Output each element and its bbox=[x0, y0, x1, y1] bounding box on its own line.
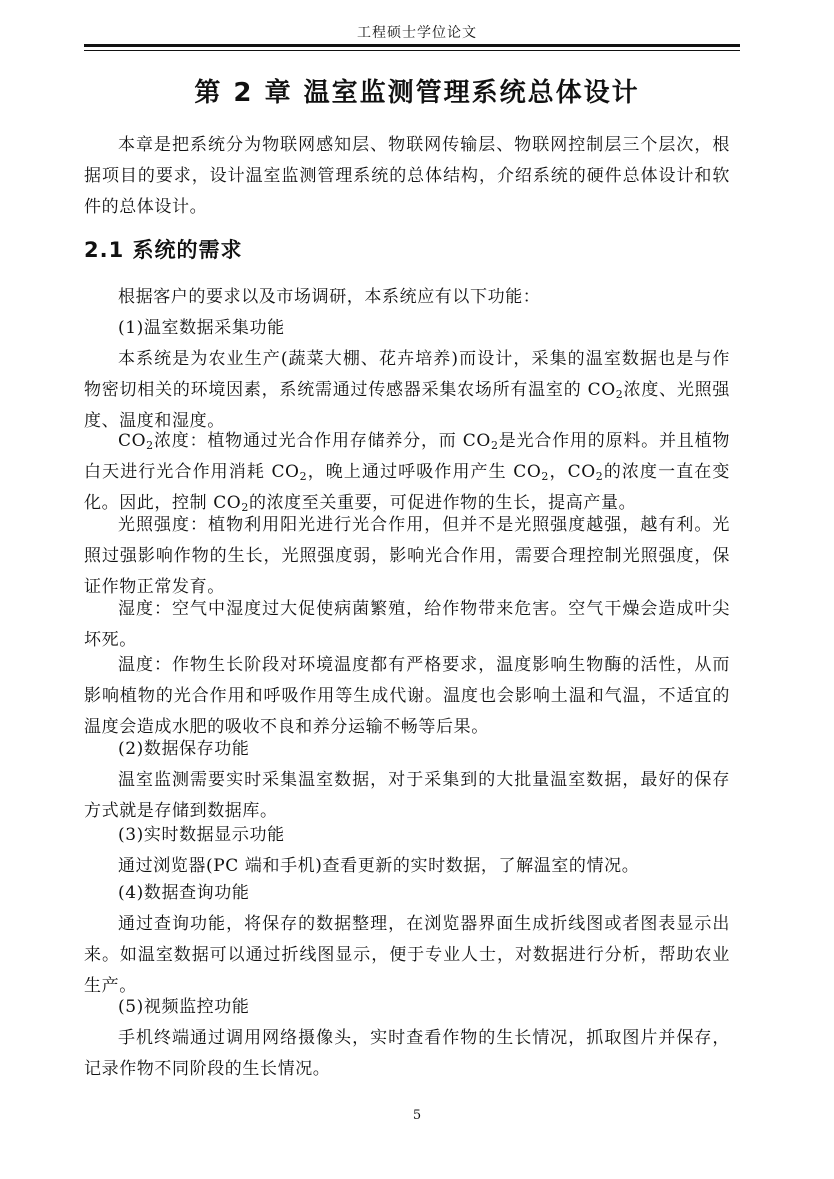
chapter-title: 第 2 章 温室监测管理系统总体设计 bbox=[194, 78, 640, 108]
function-4-title: (4)数据查询功能 bbox=[118, 883, 250, 903]
function-3-text: 通过浏览器(PC 端和手机)查看更新的实时数据，了解温室的情况。 bbox=[118, 856, 640, 876]
function-3-title: (3)实时数据显示功能 bbox=[118, 825, 285, 845]
page-number: 5 bbox=[412, 1108, 422, 1123]
function-5-title: (5)视频监控功能 bbox=[118, 997, 250, 1017]
requirements-lead: 根据客户的要求以及市场调研，本系统应有以下功能： bbox=[118, 287, 541, 307]
function-2-title: (2)数据保存功能 bbox=[118, 739, 250, 759]
temperature-paragraph: 温度：作物生长阶段对环境温度都有严格要求，温度影响生物酶的活性，从而影响植物的光合作用和呼吸作用等生成代谢。温度也会影响土温和气温，不适宜的温度会造成水肥的吸收不良和养分运输不畅等后果。 bbox=[84, 655, 730, 737]
humidity-paragraph: 湿度：空气中湿度过大促使病菌繁殖，给作物带来危害。空气干燥会造成叶尖坏死。 bbox=[84, 599, 730, 650]
light-paragraph: 光照强度：植物利用阳光进行光合作用，但并不是光照强度越强，越有利。光照过强影响作物的生长，光照强度弱，影响光合作用，需要合理控制光照强度，保证作物正常发育。 bbox=[84, 515, 730, 597]
function-1-title: (1)温室数据采集功能 bbox=[118, 318, 285, 338]
intro-paragraph: 本章是把系统分为物联网感知层、物联网传输层、物联网控制层三个层次，根据项目的要求，设计温室监测管理系统的总体结构，介绍系统的硬件总体设计和软件的总体设计。 bbox=[84, 135, 730, 217]
function-1-text: 本系统是为农业生产(蔬菜大棚、花卉培养)而设计，采集的温室数据也是与作物密切相关的环境因素，系统需通过传感器采集农场所有温室的 $CO_2$浓度、光照强度、温度和湿度。 bbox=[84, 349, 730, 431]
function-5-text: 手机终端通过调用网络摄像头，实时查看作物的生长情况，抓取图片并保存，记录作物不同阶段的生长情况。 bbox=[84, 1028, 730, 1079]
function-4-text: 通过查询功能，将保存的数据整理，在浏览器界面生成折线图或者图表显示出来。如温室数据可以通过折线图显示，便于专业人士，对数据进行分析，帮助农业生产。 bbox=[84, 914, 730, 996]
header-rule-thin bbox=[84, 50, 740, 51]
co2-paragraph: $CO_2$浓度：植物通过光合作用存储养分，而 $CO_2$是光合作用的原料。并且植物白天进行光合作用消耗 $CO_2$，晚上通过呼吸作用产生 $CO_2$，$CO_2$的浓度一直在变化。因此，控制 $CO_2$的浓度至关重要，可促进作物的生长，提高产量。 bbox=[84, 431, 731, 514]
header-rule bbox=[84, 44, 740, 47]
function-2-text: 温室监测需要实时采集温室数据，对于采集到的大批量温室数据，最好的保存方式就是存储到数据库。 bbox=[84, 770, 730, 821]
running-header: 工程硕士学位论文 bbox=[357, 25, 477, 41]
section-heading: 2.1 系统的需求 bbox=[84, 238, 243, 262]
